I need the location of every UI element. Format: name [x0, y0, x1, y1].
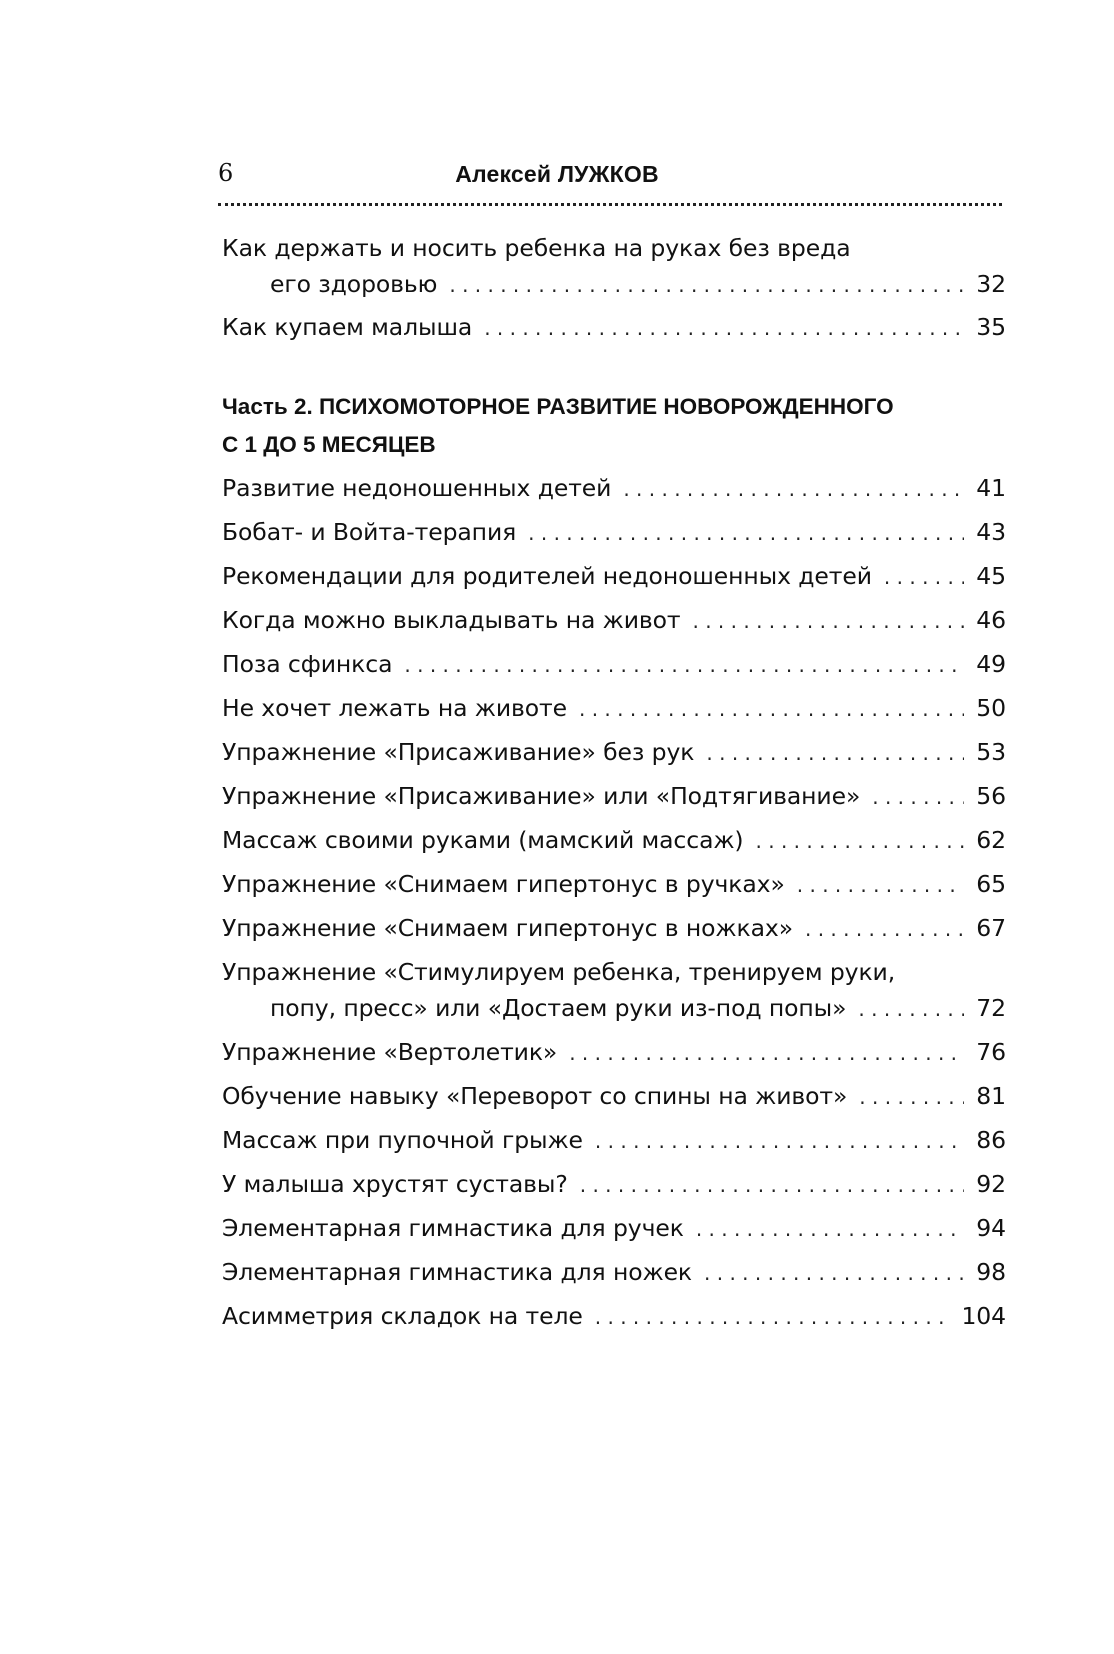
toc-entry-title-continued: попу, пресс» или «Достаем руки из-под попы»: [270, 994, 847, 1022]
toc-entry-page: 46: [976, 606, 1006, 634]
toc-entry-page: 65: [976, 870, 1006, 898]
toc-entry-title: Не хочет лежать на животе: [222, 694, 567, 722]
dot-leader: [706, 735, 964, 771]
toc-entry[interactable]: [222, 866, 1006, 902]
dot-leader: [756, 823, 965, 859]
toc-entry-title: Массаж своими руками (мамский массаж): [222, 826, 744, 854]
toc-entry-title-continued: его здоровью: [270, 270, 438, 298]
toc-entry-title: Упражнение «Снимаем гипертонус в ручках»: [222, 870, 785, 898]
dot-leader: [704, 1255, 964, 1291]
toc-entry-title: Когда можно выкладывать на живот: [222, 606, 681, 634]
toc-entry[interactable]: [222, 558, 1006, 594]
toc-entry-title: Асимметрия складок на теле: [222, 1302, 583, 1330]
dot-leader: [805, 911, 964, 947]
toc-entry[interactable]: [222, 734, 1006, 770]
toc-entry-page: 81: [976, 1082, 1006, 1110]
toc-entry[interactable]: [222, 470, 1006, 506]
toc-entry[interactable]: [222, 910, 1006, 946]
toc-entry-title: Как купаем малыша: [222, 313, 473, 341]
toc-entry-page: 72: [976, 994, 1006, 1022]
toc-entry[interactable]: [222, 822, 1006, 858]
toc-entry-page: 53: [976, 738, 1006, 766]
part-heading-line-2: С 1 ДО 5 МЕСЯЦЕВ: [222, 432, 436, 457]
part-heading[interactable]: [222, 388, 1006, 464]
toc-entry-title: Элементарная гимнастика для ручек: [222, 1214, 684, 1242]
dot-leader: [693, 603, 965, 639]
toc-entry-title: Бобат- и Войта-терапия: [222, 518, 517, 546]
toc-entry-page: 45: [976, 562, 1006, 590]
toc-entry-page: 43: [976, 518, 1006, 546]
toc-entry-page: 104: [961, 1302, 1006, 1330]
running-head-author: Алексей ЛУЖКОВ: [455, 161, 659, 187]
toc-entry[interactable]: [222, 1078, 1006, 1114]
toc-entry-page: 67: [976, 914, 1006, 942]
dot-leader: [696, 1211, 964, 1247]
toc-entry[interactable]: [222, 690, 1006, 726]
toc-entry-page: 86: [976, 1126, 1006, 1154]
toc-entry-page: 41: [976, 474, 1006, 502]
toc-entry-page: 98: [976, 1258, 1006, 1286]
dot-leader: [623, 471, 964, 507]
dot-leader: [858, 991, 964, 1027]
toc-entry-title: Элементарная гимнастика для ножек: [222, 1258, 693, 1286]
toc-entry[interactable]: [222, 514, 1006, 550]
toc-entry-title: Упражнение «Вертолетик»: [222, 1038, 558, 1066]
page-number: 6: [218, 159, 234, 187]
dot-leader: [484, 310, 964, 346]
dot-leader: [884, 559, 964, 595]
toc-entry-page: 50: [976, 694, 1006, 722]
toc-entry-title: Упражнение «Снимаем гипертонус в ножках»: [222, 914, 793, 942]
toc-entry-title: Упражнение «Присаживание» без рук: [222, 738, 695, 766]
toc-entry-page: 92: [976, 1170, 1006, 1198]
toc-entry-title: Упражнение «Присаживание» или «Подтягивание»: [222, 782, 861, 810]
toc-entry[interactable]: [222, 1122, 1006, 1158]
toc-entry[interactable]: [222, 1166, 1006, 1202]
toc-entry-title: У малыша хрустят суставы?: [222, 1170, 568, 1198]
part-heading-line-1: Часть 2. ПСИХОМОТОРНОЕ РАЗВИТИЕ НОВОРОЖДЕННОГО: [222, 394, 894, 419]
toc-entry-title: Поза сфинкса: [222, 650, 393, 678]
toc-entry[interactable]: [222, 1254, 1006, 1290]
toc-entry-title: Рекомендации для родителей недоношенных детей: [222, 562, 872, 590]
header-dotted-rule: [218, 203, 1002, 206]
dot-leader: [579, 691, 964, 727]
toc-entry[interactable]: [222, 1210, 1006, 1246]
toc-entry[interactable]: [222, 1298, 1006, 1334]
toc-entry-title: Развитие недоношенных детей: [222, 474, 612, 502]
dot-leader: [859, 1079, 964, 1115]
toc-entry-page: 94: [976, 1214, 1006, 1242]
dot-leader: [569, 1035, 964, 1071]
toc-entry-title: Упражнение «Стимулируем ребенка, тренируем руки,: [222, 958, 896, 986]
toc-entry[interactable]: [222, 602, 1006, 638]
toc-entry[interactable]: [222, 309, 1006, 345]
toc-entry-page: 56: [976, 782, 1006, 810]
toc-entry-page: 62: [976, 826, 1006, 854]
dot-leader: [797, 867, 965, 903]
toc-entry-page: 76: [976, 1038, 1006, 1066]
dot-leader: [580, 1167, 965, 1203]
toc-entry[interactable]: [222, 230, 1006, 302]
dot-leader: [528, 515, 964, 551]
toc-entry[interactable]: [222, 778, 1006, 814]
dot-leader: [595, 1123, 964, 1159]
dot-leader: [872, 779, 964, 815]
dot-leader: [595, 1299, 950, 1335]
toc-entry-title: Как держать и носить ребенка на руках без вреда: [222, 234, 851, 262]
dot-leader: [404, 647, 964, 683]
dot-leader: [449, 267, 964, 303]
toc-entry-page: 32: [976, 270, 1006, 298]
toc-entry-page: 49: [976, 650, 1006, 678]
toc-entry[interactable]: [222, 646, 1006, 682]
toc-entry-page: 35: [976, 313, 1006, 341]
toc-entry-title: Массаж при пупочной грыже: [222, 1126, 583, 1154]
toc-entry-title: Обучение навыку «Переворот со спины на живот»: [222, 1082, 848, 1110]
toc-entry[interactable]: [222, 1034, 1006, 1070]
toc-entry[interactable]: [222, 954, 1006, 1026]
